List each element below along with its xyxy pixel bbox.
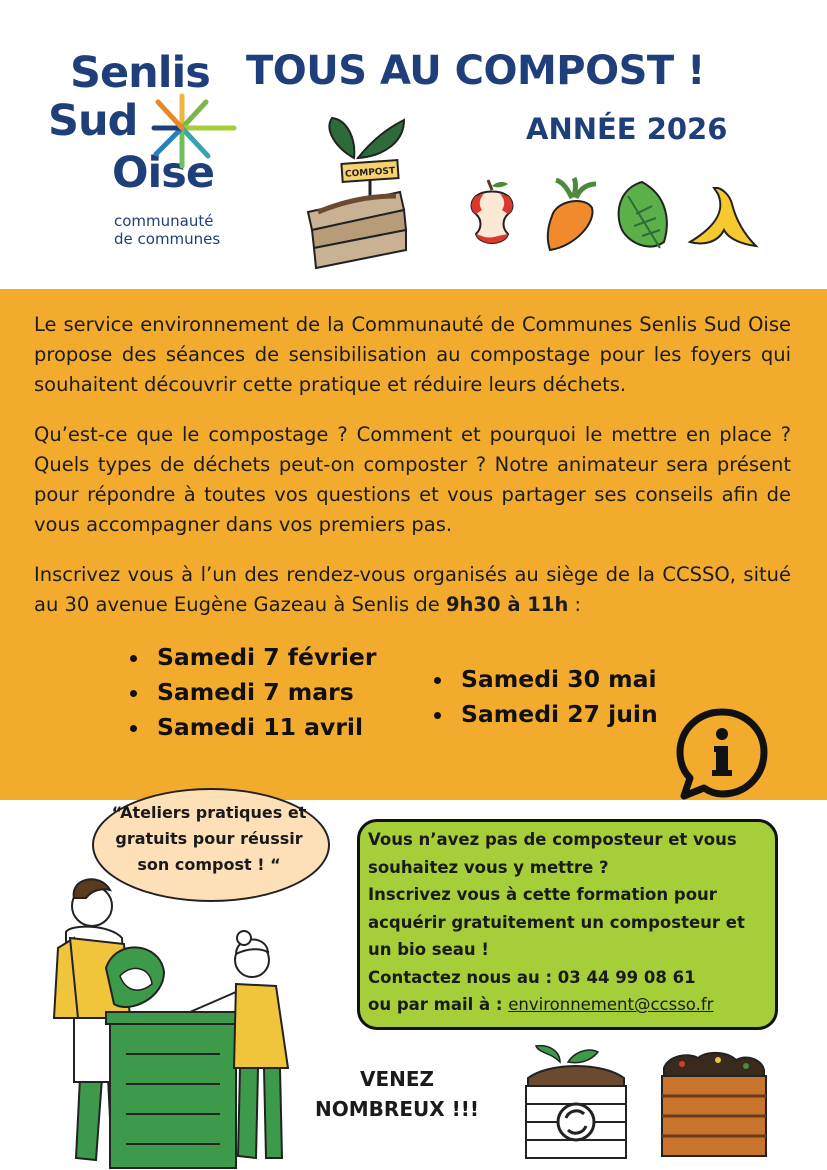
intro-paragraph-3-text: Inscrivez vous à l’un des rendez-vous organisés au siège de la CCSSO, situé au 30 avenue Eugène Gazeau à Senlis de [34,563,791,616]
session-hours: 9h30 à 11h [445,593,569,616]
compost-crate-icon [296,100,416,275]
list-item: Samedi 7 mars [130,675,376,710]
logo-sud: Sud [48,96,138,146]
compost-bin-icon [658,1048,770,1158]
footer-line-2: NOMBREUX !!! [315,1097,479,1121]
carrot-icon [536,176,604,256]
starburst-logo-icon [150,88,240,178]
logo-oise: Oise [112,148,215,198]
plant-sprout-icon [329,118,404,158]
footer-callout [302,1064,492,1124]
year-subtitle: ANNÉE 2026 [526,112,728,146]
intro-paragraph-3-end: : [568,593,582,616]
list-item: Samedi 7 février [130,640,376,675]
contact-email-link[interactable]: environnement@ccsso.fr [508,995,714,1014]
contact-email-line [368,991,768,1019]
logo-subtitle-2: de communes [114,230,221,248]
contact-phone: Contactez nous au : 03 44 99 08 61 [368,967,696,987]
dates-list-2 [434,662,658,732]
info-box-text [368,826,768,1019]
contact-email-prefix: ou par mail à : [368,995,509,1014]
lettuce-leaf-icon [612,178,672,256]
info-icon [674,706,770,802]
footer-line-1: VENEZ [359,1067,435,1091]
logo-senlis: Senlis [70,48,210,98]
info-box-line-1: Vous n’avez pas de composteur et vous souhaitez vous y mettre ? [368,830,737,877]
intro-paragraph-2: Qu’est-ce que le compostage ? Comment et pourquoi le mettre en place ? Quels types de déchets peut-on composter ? Notre animateur sera présent pour répondre à toutes vos questions et vous partager ses conseils afin de vous accompagner dans vos premiers pas. [34,423,791,536]
info-box-line-2: Inscrivez vous à cette formation pour acquérir gratuitement un composteur et un bio seau ! [368,885,745,959]
apple-core-icon [462,176,522,254]
intro-paragraph-3 [34,560,791,620]
dates-list-1 [130,640,376,745]
list-item: Samedi 11 avril [130,710,376,745]
list-item: Samedi 27 juin [434,697,658,732]
compost-sign-text: COMPOST [344,166,396,180]
page-title: TOUS AU COMPOST ! [246,48,705,94]
speech-bubble-text: “Ateliers pratiques et gratuits pour réussir son compost ! “ [111,803,307,874]
people-composting-illustration [30,868,300,1170]
logo-subtitle-1: communauté [114,212,214,230]
banana-peel-icon [684,184,760,250]
list-item: Samedi 30 mai [434,662,658,697]
recycle-icon [520,1042,632,1160]
intro-paragraph-1: Le service environnement de la Communauté de Communes Senlis Sud Oise propose des séances de sensibilisation au compostage pour les foyers qui souhaitent découvrir cette pratique et réduire leurs déchets. [34,313,791,396]
